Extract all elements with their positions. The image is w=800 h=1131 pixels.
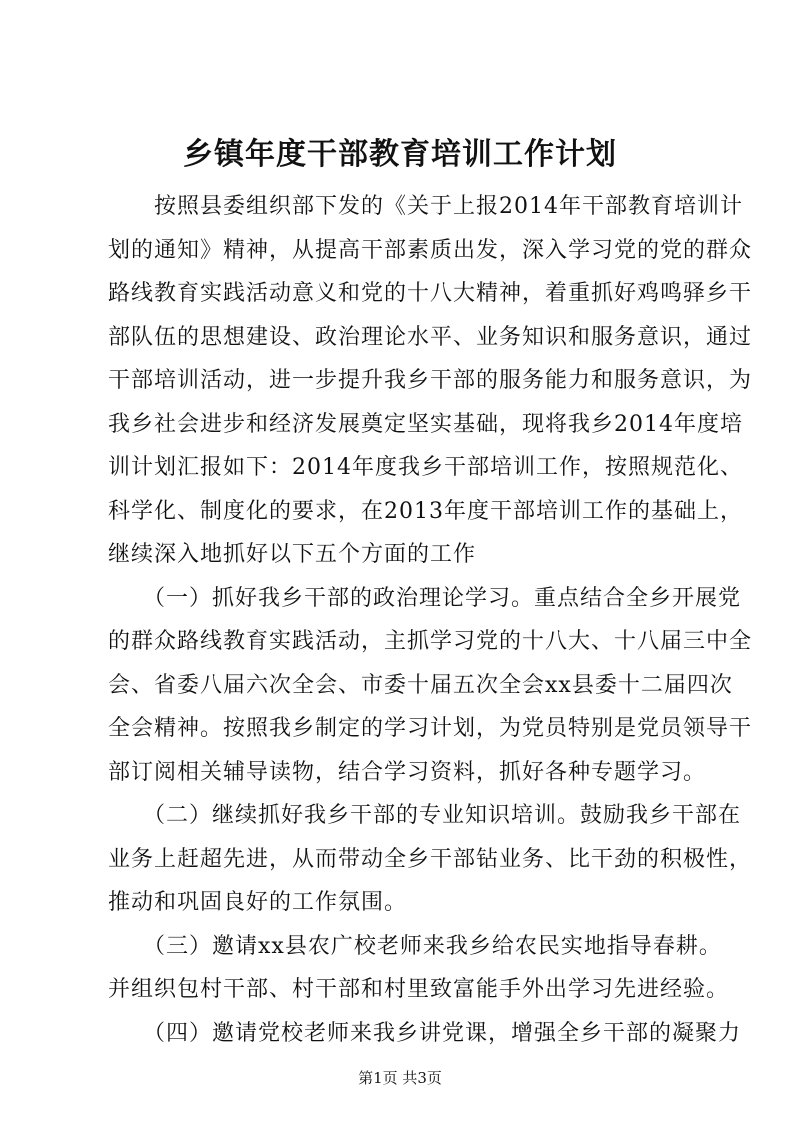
body-line: 部订阅相关辅导读物，结合学习资料，抓好各种专题学习。: [108, 760, 707, 785]
body-line: 干部培训活动，进一步提升我乡干部的服务能力和服务意识，为: [108, 368, 753, 393]
body-line: 我乡社会进步和经济发展奠定坚实基础，现将我乡2014年度培: [108, 412, 743, 437]
body-line: 划的通知》精神，从提高干部素质出发，深入学习党的党的群众: [108, 238, 753, 263]
body-line: 路线教育实践活动意义和党的十八大精神，着重抓好鸡鸣驿乡干: [108, 281, 753, 306]
body-line: 全会精神。按照我乡制定的学习计划，为党员特别是党员领导干: [108, 716, 753, 741]
body-line: （三）邀请xx县农广校老师来我乡给农民实地指导春耕。: [108, 934, 722, 959]
body-line: （四）邀请党校老师来我乡讲党课，增强全乡干部的凝聚力: [108, 1021, 742, 1046]
body-line: 继续深入地抓好以下五个方面的工作: [108, 542, 477, 567]
body-line: （二）继续抓好我乡干部的专业知识培训。鼓励我乡干部在: [108, 803, 742, 828]
body-line: 科学化、制度化的要求，在2013年度干部培训工作的基础上，: [108, 499, 743, 524]
body-line: 业务上赶超先进，从而带动全乡干部钻业务、比干劲的积极性，: [108, 847, 753, 872]
page-number: 第1页 共3页: [358, 1069, 442, 1087]
body-line: 并组织包村干部、村干部和村里致富能手外出学习先进经验。: [108, 977, 730, 1002]
body-line: 的群众路线教育实践活动，主抓学习党的十八大、十八届三中全: [108, 629, 753, 654]
body-line: 推动和巩固良好的工作氛围。: [108, 890, 408, 915]
body-line: （一）抓好我乡干部的政治理论学习。重点结合全乡开展党: [108, 586, 742, 611]
document-title: 乡镇年度干部教育培训工作计划: [183, 137, 617, 172]
body-line: 部队伍的思想建设、政治理论水平、业务知识和服务意识，通过: [108, 325, 753, 350]
body-line: 会、省委八届六次全会、市委十届五次全会xx县委十二届四次: [108, 673, 733, 698]
body-line: 按照县委组织部下发的《关于上报2014年干部教育培训计: [108, 194, 743, 219]
body-line: 训计划汇报如下：2014年度我乡干部培训工作，按照规范化、: [108, 455, 743, 480]
